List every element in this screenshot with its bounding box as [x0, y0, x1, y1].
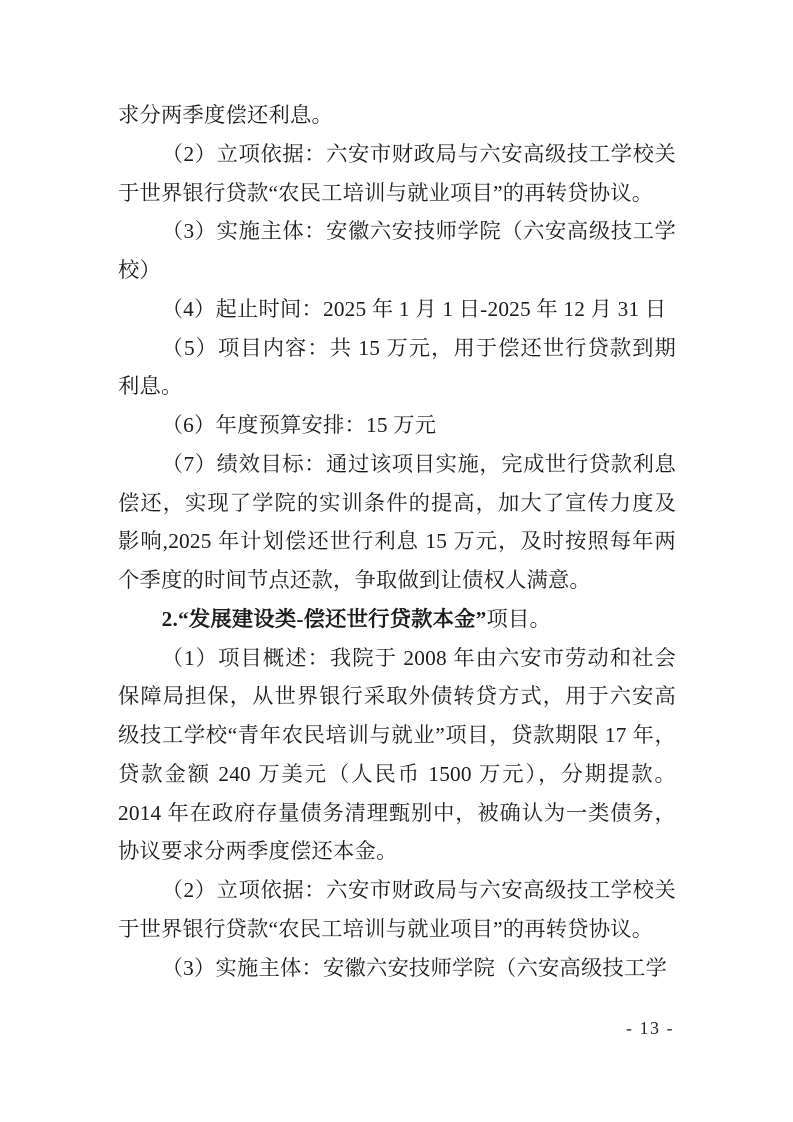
para-item2-overview: （1）项目概述：我院于 2008 年由六安市劳动和社会保障局担保，从世界银行采取外债转贷方式，用于六安高级技工学校“青年农民培训与就业”项目，贷款期限 17 年，贷款金额 240 万美元（人民币 1500 万元），分期提款。2014 年在政府存量债务清理甄别中，被确认为一类债务，协议要求分两季度偿还本金。: [118, 645, 676, 864]
para-item1-duration: （4）起止时间：2025 年 1 月 1 日-2025 年 12 月 31 日: [161, 296, 667, 321]
para-project2-heading: [118, 600, 676, 639]
para-item1-performance-goal: （7）绩效目标：通过该项目实施，完成世行贷款利息偿还，实现了学院的实训条件的提高，加大了宣传力度及影响,2025 年计划偿还世行利息 15 万元，及时按照每年两个季度的时间节点还款，争取做到让债权人满意。: [118, 451, 676, 592]
para-item1-entity: （3）实施主体：安徽六安技师学院（六安高级技工学校）: [118, 219, 676, 282]
para-item2-basis: （2）立项依据：六安市财政局与六安高级技工学校关于世界银行贷款“农民工培训与就业项目”的再转贷协议。: [118, 878, 676, 941]
document-text-block: [118, 96, 676, 987]
project2-heading-regular-text: 项目。: [486, 606, 551, 631]
para-continuation-repay-interest: 求分两季度偿还利息。: [118, 103, 333, 127]
para-item2-entity-cutoff: （3）实施主体：安徽六安技师学院（六安高级技工学: [161, 955, 667, 980]
page-number: - 13 -: [626, 1018, 674, 1038]
para-item1-budget: （6）年度预算安排：15 万元: [161, 413, 437, 437]
project2-heading-bold-text: 2.“发展建设类-偿还世行贷款本金”: [161, 606, 487, 631]
para-item1-basis: （2）立项依据：六安市财政局与六安高级技工学校关于世界银行贷款“农民工培训与就业项目”的再转贷协议。: [118, 141, 676, 205]
para-item1-content: （5）项目内容：共 15 万元，用于偿还世行贷款到期利息。: [118, 335, 676, 399]
